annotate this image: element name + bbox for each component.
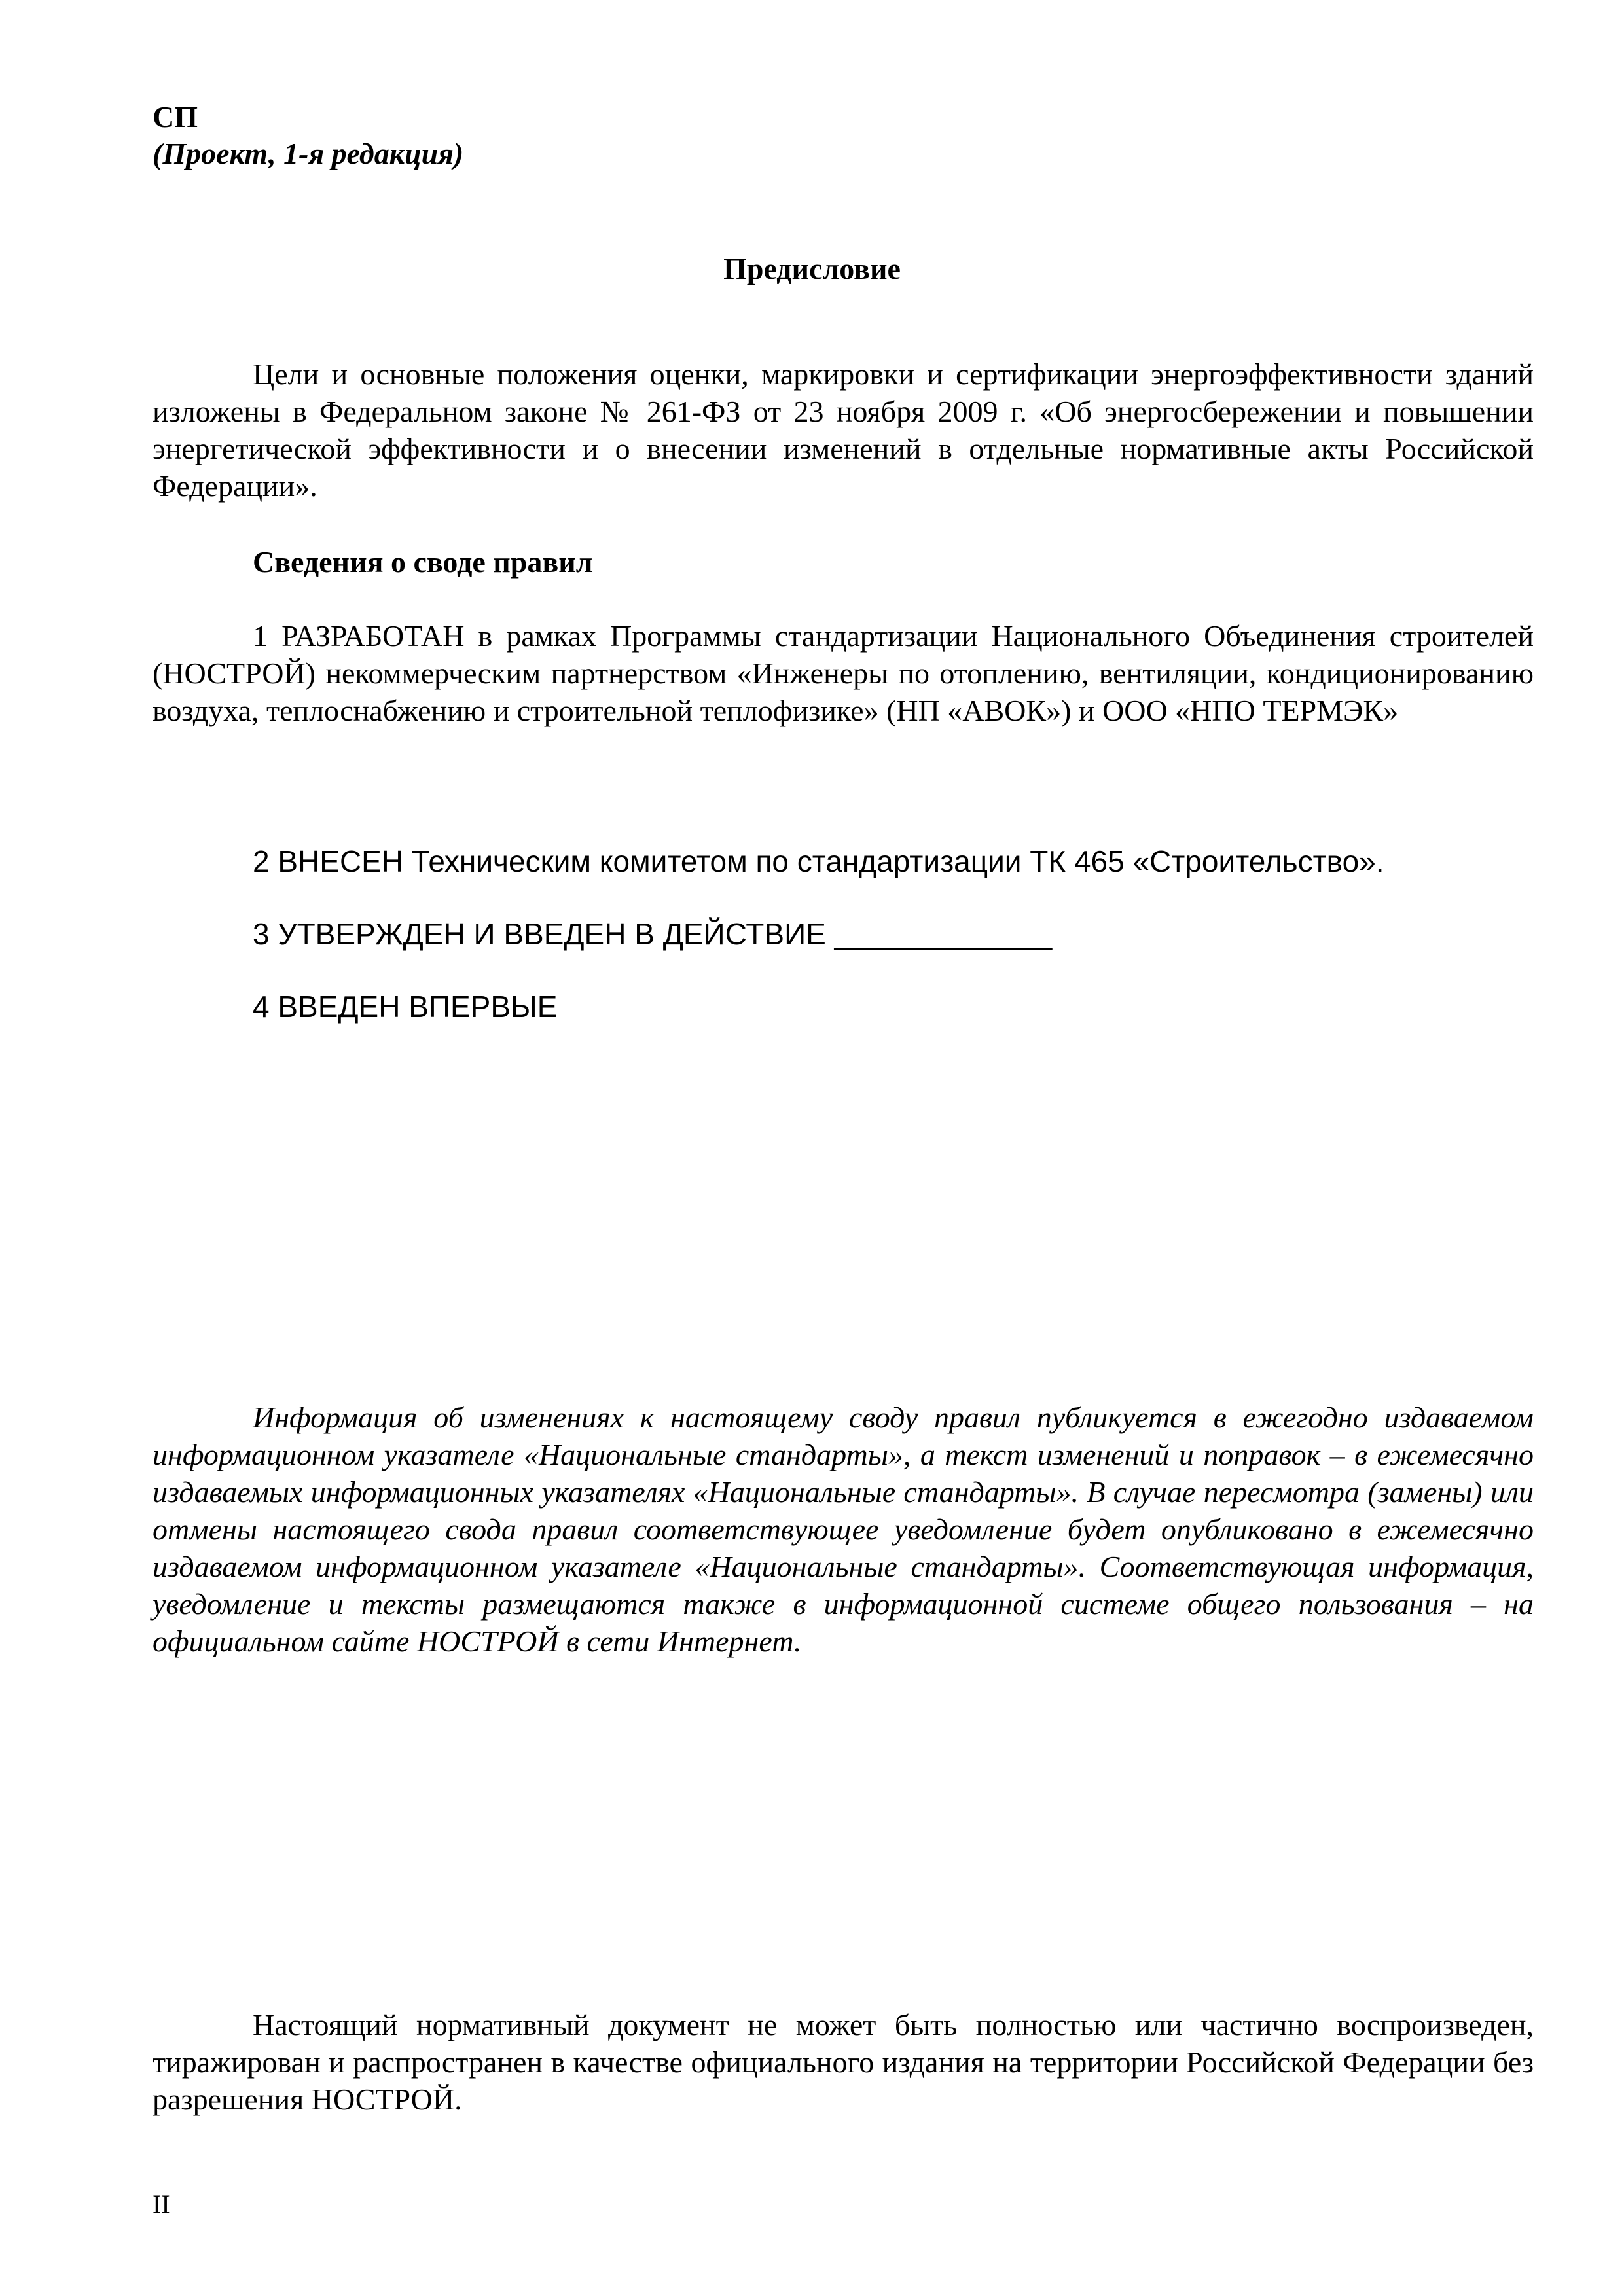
code-info-subtitle: Сведения о своде правил xyxy=(253,545,593,579)
page-number: II xyxy=(153,2189,170,2219)
preface-intro-paragraph: Цели и основные положения оценки, маркировки и сертификации энергоэффективности зданий изложены в Федеральном законе № 261-ФЗ от 23 ноября 2009 г. «Об энергосбережении и повышении энергетической эффективности и о внесении изменений в отдельные нормативные акты Российской Федерации». xyxy=(153,357,1534,503)
developer-paragraph: 1 РАЗРАБОТАН в рамках Программы стандартизации Национального Объединения строителей (НОСТРОЙ) некоммерческим партнерством «Инженеры по отоплению, вентиляции, кондиционированию воздуха, теплоснабжению и строительной теплофизике» (НП «АВОК») и ООО «НПО ТЕРМЭК» xyxy=(153,619,1534,727)
document-code: СП xyxy=(153,100,198,134)
changes-info-paragraph: Информация об изменениях к настоящему своду правил публикуется в ежегодно издаваемом информационном указателе «Национальные стандарты», а текст изменений и поправок – в ежемесячно издаваемых информационных указателях «Национальные стандарты». В случае пересмотра (замены) или отмены настоящего свода правил соответствующее уведомление будет опубликовано в ежемесячно издаваемом информационном указателе «Национальные стандарты». Соответствующая информация, уведомление и тексты размещаются также в информационной системе общего пользования – на официальном сайте НОСТРОЙ в сети Интернет. xyxy=(153,1401,1534,1658)
copyright-paragraph: Настоящий нормативный документ не может быть полностью или частично воспроизведен, тиражирован и распространен в качестве официального издания на территории Российской Федерации без разрешения НОСТРОЙ. xyxy=(153,2008,1534,2116)
preface-title: Предисловие xyxy=(723,252,901,285)
approved-line: 3 УТВЕРЖДЕН И ВВЕДЕН В ДЕЙСТВИЕ _____________ xyxy=(253,917,1053,951)
draft-label: (Проект, 1-я редакция) xyxy=(153,137,464,170)
introduced-by-line: 2 ВНЕСЕН Техническим комитетом по стандартизации ТК 465 «Строительство». xyxy=(253,844,1384,878)
first-introduced-line: 4 ВВЕДЕН ВПЕРВЫЕ xyxy=(253,990,558,1024)
